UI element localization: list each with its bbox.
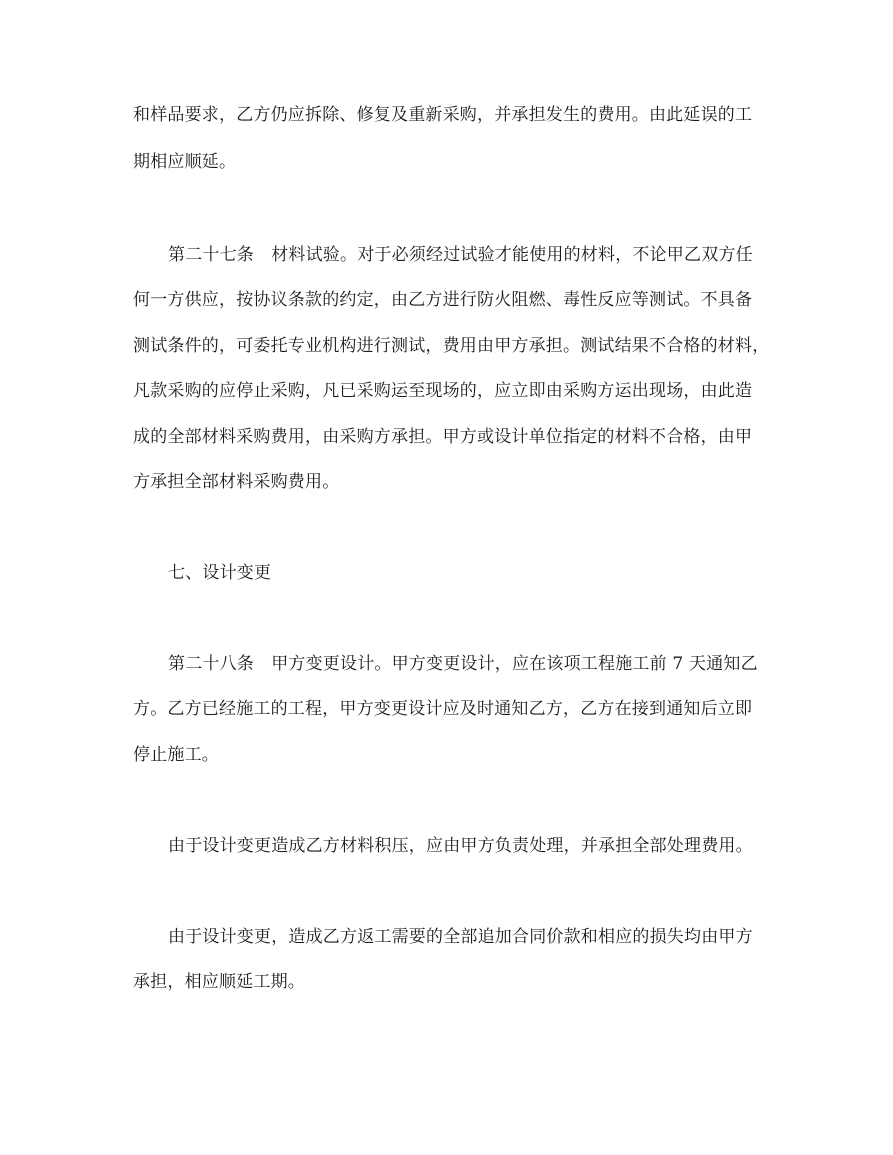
text-line: 何一方供应，按协议条款的约定，由乙方进行防火阻燃、毒性反应等测试。不具备 bbox=[133, 290, 753, 310]
text-line: 由于设计变更，造成乙方返工需要的全部追加合同价款和相应的损失均由甲方 bbox=[168, 927, 753, 947]
text-line: 测试条件的，可委托专业机构进行测试，费用由甲方承担。测试结果不合格的材料， bbox=[133, 336, 770, 356]
text-line: 承担，相应顺延工期。 bbox=[133, 972, 305, 992]
text-line: 第二十八条 甲方变更设计。甲方变更设计，应在该项工程施工前 7 天通知乙 bbox=[168, 654, 758, 674]
text-line: 成的全部材料采购费用，由采购方承担。甲方或设计单位指定的材料不合格，由甲 bbox=[133, 427, 753, 447]
text-line: 第二十七条 材料试验。对于必须经过试验才能使用的材料，不论甲乙双方任 bbox=[168, 245, 753, 265]
section-heading: 七、设计变更 bbox=[168, 563, 272, 583]
text-line: 凡款采购的应停止采购，凡已采购运至现场的，应立即由采购方运出现场，由此造 bbox=[133, 381, 753, 401]
text-line: 期相应顺延。 bbox=[133, 152, 237, 172]
text-line: 方。乙方已经施工的工程，甲方变更设计应及时通知乙方，乙方在接到通知后立即 bbox=[133, 699, 753, 719]
text-line: 方承担全部材料采购费用。 bbox=[133, 472, 340, 492]
text-line: 和样品要求，乙方仍应拆除、修复及重新采购，并承担发生的费用。由此延误的工 bbox=[133, 105, 753, 125]
text-line: 停止施工。 bbox=[133, 745, 219, 765]
text-line: 由于设计变更造成乙方材料积压，应由甲方负责处理，并承担全部处理费用。 bbox=[168, 836, 753, 856]
